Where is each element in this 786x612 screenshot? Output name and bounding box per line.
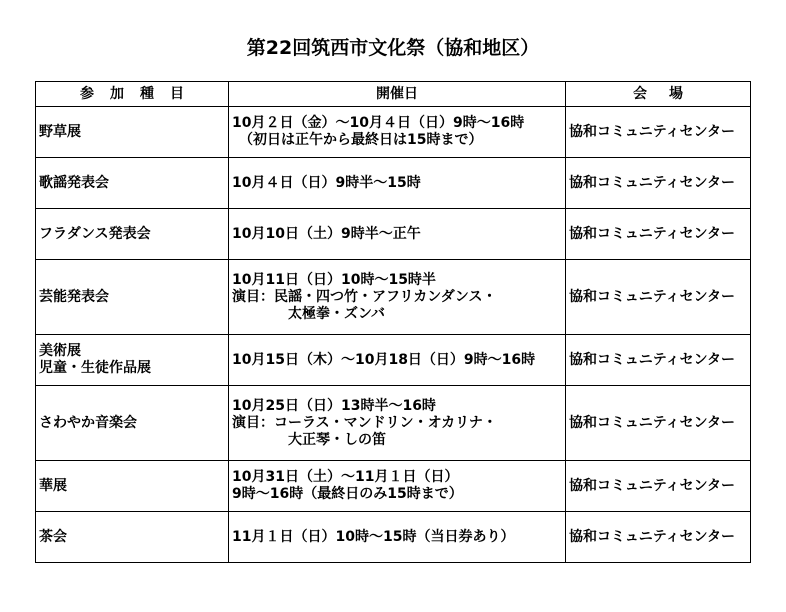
event-type-cell [36, 461, 229, 512]
event-date-line: 11月１日（日）10時～15時（当日券あり） [232, 528, 515, 545]
event-venue-cell: 協和コミュニティセンター [566, 386, 751, 461]
page-title: 第22回筑西市文化祭（協和地区） [246, 37, 540, 59]
event-date-line: 10月２日（金）～10月４日（日）9時～16時 [232, 115, 525, 131]
event-type-line: 野草展 [39, 123, 81, 140]
table-row [36, 158, 751, 209]
table-row [36, 461, 751, 512]
event-date-line: 演目：コーラス・マンドリン・オカリナ・ [232, 414, 497, 431]
event-type-cell [36, 158, 229, 209]
event-type-cell [36, 260, 229, 335]
event-venue-cell: 協和コミュニティセンター [566, 335, 751, 386]
event-date-line: 10月４日（日）9時半～15時 [232, 174, 421, 191]
table-row [36, 209, 751, 260]
event-venue-cell: 協和コミュニティセンター [566, 512, 751, 563]
event-date-line: 10月11日（日）10時～15時半 [232, 271, 436, 288]
table-row [36, 335, 751, 386]
event-date-cell [229, 107, 566, 158]
table-row [36, 512, 751, 563]
event-type-line: 児童・生徒作品展 [39, 360, 151, 376]
event-date-cell [229, 209, 566, 260]
event-venue-cell: 協和コミュニティセンター [566, 158, 751, 209]
column-header-date: 開催日 [229, 82, 566, 107]
table-row [36, 107, 751, 158]
event-date-line: 10月25日（日）13時半～16時 [232, 397, 436, 414]
event-date-line: 10月31日（土）～11月１日（日） [232, 469, 459, 485]
schedule-table [35, 81, 751, 563]
event-date-cell [229, 512, 566, 563]
event-venue-cell: 協和コミュニティセンター [566, 260, 751, 335]
event-venue-cell: 協和コミュニティセンター [566, 107, 751, 158]
event-type-line: フラダンス発表会 [39, 225, 151, 242]
column-header-venue: 会場 [566, 82, 751, 107]
event-type-line: さわやか音楽会 [39, 414, 137, 431]
event-date-cell [229, 260, 566, 335]
event-date-cell [229, 158, 566, 209]
event-date-line: 太極拳・ズンバ [288, 305, 386, 322]
event-type-line: 華展 [39, 477, 67, 494]
event-type-line: 美術展 [39, 343, 81, 359]
column-header-type: 参加種目 [36, 82, 229, 107]
event-date-line: 9時～16時（最終日のみ15時まで） [232, 486, 463, 502]
table-row [36, 260, 751, 335]
event-date-line: （初日は正午から最終日は15時まで） [239, 132, 483, 148]
event-type-cell [36, 209, 229, 260]
event-date-line: 10月15日（木）～10月18日（日）9時～16時 [232, 351, 536, 368]
event-date-line: 大正琴・しの笛 [288, 431, 386, 448]
event-type-line: 歌謡発表会 [39, 174, 109, 191]
event-date-cell [229, 386, 566, 461]
event-type-cell [36, 335, 229, 386]
table-row [36, 386, 751, 461]
event-venue-cell: 協和コミュニティセンター [566, 461, 751, 512]
event-date-cell [229, 335, 566, 386]
event-date-line: 演目：民謡・四つ竹・アフリカンダンス・ [232, 288, 497, 305]
event-type-line: 茶会 [39, 528, 67, 545]
event-type-line: 芸能発表会 [39, 288, 109, 305]
event-venue-cell: 協和コミュニティセンター [566, 209, 751, 260]
event-type-cell [36, 512, 229, 563]
event-date-line: 10月10日（土）9時半～正午 [232, 225, 421, 242]
event-date-cell [229, 461, 566, 512]
table-header-row [36, 82, 751, 107]
event-type-cell [36, 386, 229, 461]
event-type-cell [36, 107, 229, 158]
